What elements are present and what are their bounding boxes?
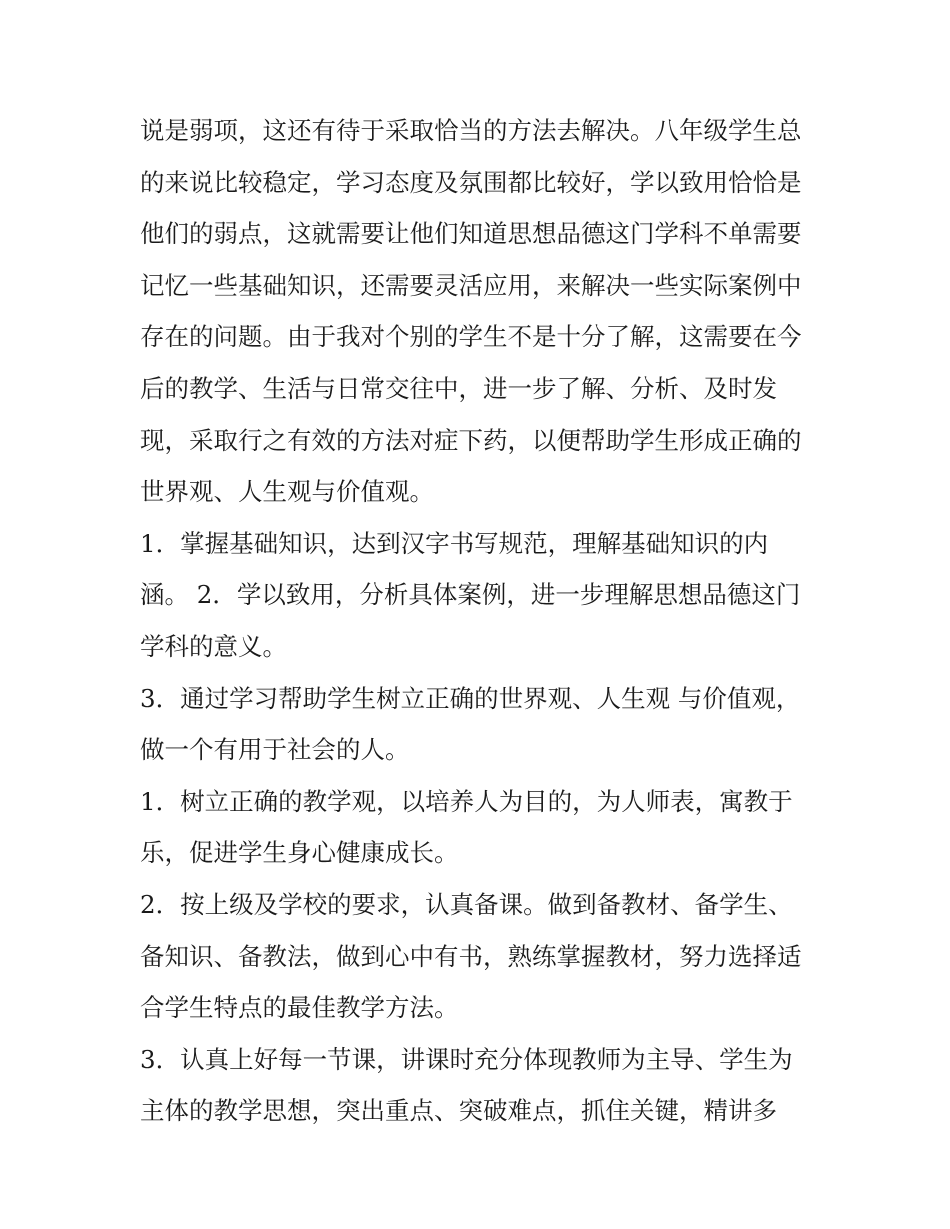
- measure-item-line: 1．树立正确的教学观，以培养人为目的，为人师表，寓教于: [140, 786, 793, 816]
- goal-item-line: 学科的意义。: [140, 631, 287, 661]
- goal-item-line: 3．通过学习帮助学生树立正确的世界观、人生观 与价值观，: [140, 683, 801, 713]
- measure-item-line: 合学生特点的最佳教学方法。: [140, 993, 459, 1023]
- text-line: 说是弱项，这还有待于采取恰当的方法去解决。八年级学生总: [140, 116, 802, 145]
- goal-item-line: 1．掌握基础知识，达到汉字书写规范，理解基础知识的内: [140, 528, 769, 558]
- measure-item-line: 备知识、备教法，做到心中有书，熟练掌握教材，努力选择适: [140, 941, 802, 971]
- measure-item-line: 3．认真上好每一节课，讲课时充分体现教师为主导、学生为: [140, 1044, 793, 1074]
- text-line: 他们的弱点，这就需要让他们知道思想品德这门学科不单需要: [140, 219, 802, 249]
- text-line: 现，采取行之有效的方法对症下药，以便帮助学生形成正确的: [140, 425, 802, 455]
- measure-item-line: 2．按上级及学校的要求，认真备课。做到备教材、备学生、: [140, 889, 793, 919]
- text-line: 世界观、人生观与价值观。: [140, 477, 434, 507]
- goal-item-line: 涵。 2．学以致用，分析具体案例，进一步理解思想品德这门: [140, 580, 801, 610]
- text-line: 后的教学、生活与日常交往中，进一步了解、分析、及时发: [140, 373, 777, 403]
- measure-item-line: 乐，促进学生身心健康成长。: [140, 838, 459, 868]
- text-line: 存在的问题。由于我对个别的学生不是十分了解，这需要在今: [140, 322, 802, 352]
- measure-item-line: 主体的教学思想，突出重点、突破难点，抓住关键，精讲多: [140, 1096, 777, 1126]
- document-body: [140, 105, 820, 1137]
- text-line: 记忆一些基础知识，还需要灵活应用，来解决一些实际案例中: [140, 270, 802, 300]
- text-line: 的来说比较稳定，学习态度及氛围都比较好，学以致用恰恰是: [140, 167, 802, 197]
- goal-item-line: 做一个有用于社会的人。: [140, 735, 410, 765]
